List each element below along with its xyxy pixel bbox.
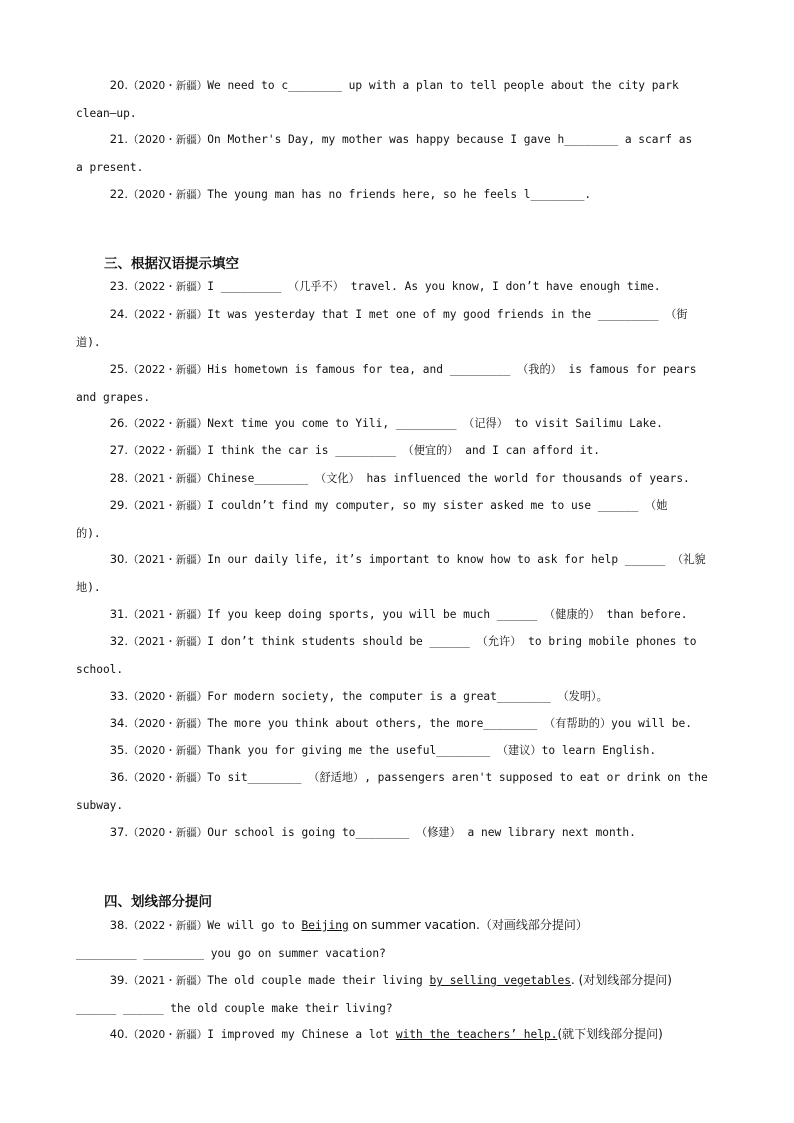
question-text: I think the car is _________ （便宜的） and I can afford it. [207, 444, 600, 457]
question-source: （2022・新疆） [128, 445, 208, 457]
underlined-part: by selling vegetables [429, 974, 571, 987]
question-text: I _________ （几乎不） travel. As you know, I don’t have enough time. [207, 280, 661, 293]
question-25 [76, 356, 721, 411]
question-source: （2020・新疆） [128, 827, 208, 839]
question-source: （2020・新疆） [128, 772, 208, 784]
question-text-pre: The old couple made their living [207, 974, 430, 987]
question-39 [76, 967, 721, 1022]
question-source: （2020・新疆） [128, 134, 208, 146]
question-number: 21. [109, 132, 128, 146]
underlined-part: with the teachers’ help. [395, 1028, 558, 1041]
question-text: The more you think about others, the more________ （有帮助的）you will be. [207, 717, 692, 730]
question-source: （2021・新疆） [128, 500, 208, 512]
question-source: （2020・新疆） [128, 80, 208, 92]
question-number: 33. [109, 689, 128, 703]
section-4-heading: 四、划线部分提问 [104, 894, 212, 910]
question-text: To sit________ （舒适地）, passengers aren't supposed to eat or drink on the [207, 771, 708, 784]
question-23 [76, 273, 721, 301]
question-text-continued: and grapes. [76, 391, 151, 404]
question-source: （2022・新疆） [128, 281, 208, 293]
question-number: 40. [109, 1027, 128, 1041]
question-text-continued: school. [76, 663, 124, 676]
question-40 [76, 1021, 721, 1049]
question-36 [76, 764, 721, 819]
question-source: （2020・新疆） [128, 189, 208, 201]
question-38 [76, 912, 721, 967]
question-number: 28. [109, 471, 128, 485]
question-text: If you keep doing sports, you will be much ______ （健康的） than before. [207, 608, 688, 621]
question-22 [76, 181, 721, 209]
question-text: The young man has no friends here, so he feels l________. [207, 188, 592, 201]
question-source: （2020・新疆） [128, 718, 208, 730]
question-text: His hometown is famous for tea, and _________ （我的） is famous for pears [207, 363, 697, 376]
question-text: I don’t think students should be ______ （允许） to bring mobile phones to [207, 635, 697, 648]
question-number: 27. [109, 443, 128, 457]
question-text-post: (就下划线部分提问) [557, 1027, 663, 1041]
section-3-heading: 三、根据汉语提示填空 [104, 256, 239, 272]
question-source: （2022・新疆） [128, 364, 208, 376]
question-number: 39. [109, 973, 128, 987]
question-text: It was yesterday that I met one of my good friends in the _________ （街 [207, 308, 688, 321]
question-number: 29. [109, 498, 128, 512]
question-text-continued: 道). [76, 336, 101, 349]
question-number: 25. [109, 362, 128, 376]
question-source: （2020・新疆） [128, 745, 208, 757]
question-number: 20. [109, 78, 128, 92]
question-source: （2022・新疆） [128, 418, 208, 430]
question-source: （2021・新疆） [128, 554, 208, 566]
question-source: （2020・新疆） [128, 691, 208, 703]
question-source: （2022・新疆） [128, 309, 208, 321]
question-source: （2021・新疆） [128, 636, 208, 648]
question-source: （2021・新疆） [128, 473, 208, 485]
question-29 [76, 492, 721, 547]
question-30 [76, 546, 721, 601]
question-24 [76, 301, 721, 356]
question-text-continued: clean—up. [76, 107, 137, 120]
question-text-continued: 地). [76, 581, 101, 594]
question-text: Thank you for giving me the useful________ （建议）to learn English. [207, 744, 657, 757]
question-34 [76, 710, 721, 738]
question-text: In our daily life, it’s important to know how to ask for help ______ （礼貌 [207, 553, 706, 566]
question-37 [76, 819, 721, 847]
question-33 [76, 683, 721, 711]
question-number: 37. [109, 825, 128, 839]
answer-line: ______ ______ the old couple make their living? [76, 1002, 393, 1015]
question-number: 35. [109, 743, 128, 757]
question-text: For modern society, the computer is a great________ （发明）。 [207, 690, 608, 703]
question-28 [76, 465, 721, 493]
question-text-post: on summer vacation.（对画线部分提问） [348, 918, 588, 932]
question-number: 38. [109, 918, 128, 932]
question-text-continued: a present. [76, 161, 144, 174]
question-text-continued: 的). [76, 527, 101, 540]
question-source: （2020・新疆） [128, 1029, 208, 1041]
question-number: 36. [109, 770, 128, 784]
question-text-post: . (对划线部分提问) [570, 973, 672, 987]
question-text-pre: I improved my Chinese a lot [207, 1028, 396, 1041]
question-number: 26. [109, 416, 128, 430]
question-number: 32. [109, 634, 128, 648]
question-text-pre: We will go to [207, 919, 302, 932]
question-number: 23. [109, 279, 128, 293]
question-text: On Mother's Day, my mother was happy because I gave h________ a scarf as [207, 133, 693, 146]
question-source: （2022・新疆） [128, 920, 208, 932]
question-number: 30. [109, 552, 128, 566]
question-number: 34. [109, 716, 128, 730]
question-number: 31. [109, 607, 128, 621]
question-text-continued: subway. [76, 799, 124, 812]
question-text: Next time you come to Yili, _________ （记得） to visit Sailimu Lake. [207, 417, 663, 430]
question-27 [76, 437, 721, 465]
question-source: （2021・新疆） [128, 609, 208, 621]
question-31 [76, 601, 721, 629]
question-number: 22. [109, 187, 128, 201]
answer-line: _________ _________ you go on summer vacation? [76, 947, 386, 960]
question-text: Our school is going to________ （修建） a new library next month. [207, 826, 636, 839]
question-20 [76, 72, 721, 127]
question-text: We need to c________ up with a plan to tell people about the city park [207, 79, 679, 92]
question-21 [76, 126, 721, 181]
question-26 [76, 410, 721, 438]
question-35 [76, 737, 721, 765]
underlined-part: Beijing [301, 919, 349, 932]
question-number: 24. [109, 307, 128, 321]
question-text: I couldn’t find my computer, so my sister asked me to use ______ （她 [207, 499, 668, 512]
question-32 [76, 628, 721, 683]
question-text: Chinese________ （文化） has influenced the world for thousands of years. [207, 472, 690, 485]
question-source: （2021・新疆） [128, 975, 208, 987]
